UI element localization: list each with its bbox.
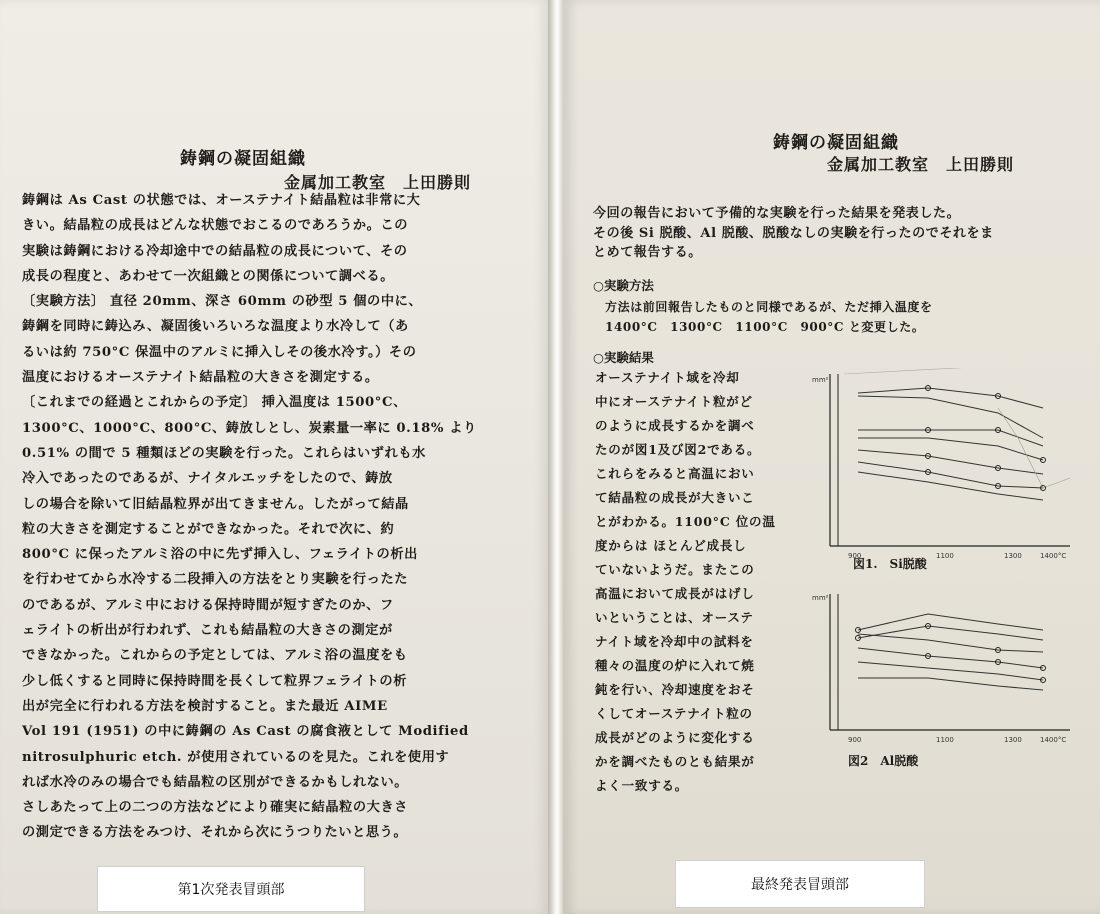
right-caption: 最終発表冒頭部 — [675, 860, 925, 908]
right-page-author: 金属加工教室 上田勝則 — [827, 155, 1015, 174]
text-line: いということは、オーステ — [595, 610, 754, 625]
text-line: 度からは ほとんど成長し — [595, 538, 747, 553]
text-line: 鈍を行い、冷却速度をおそ — [595, 682, 755, 697]
text-line: 高温において成長がはげし — [595, 586, 755, 601]
figure-2-caption: 図2 Al脱酸 — [848, 754, 919, 768]
text-line: 成長の程度と、あわせて一次組織との関係について調べる。 — [22, 268, 394, 284]
text-line: その後 Si 脱酸、Al 脱酸、脱酸なしの実験を行ったのでそれをま — [593, 225, 994, 241]
text-line: とめて報告する。 — [593, 245, 702, 260]
fig1-xtick: 1400°C — [1040, 552, 1067, 560]
text-line: 〔実験方法〕 直径 20mm、深さ 60mm の砂型 5 個の中に、 — [22, 294, 423, 310]
figure-1-caption: 図1. Si脱酸 — [853, 557, 927, 571]
result-text — [595, 366, 776, 798]
fig2-xtick: 1300 — [1004, 736, 1022, 744]
text-line: 冷入であったのであるが、ナイタルエッチをしたので、鋳放 — [22, 471, 393, 487]
text-line: よく一致する。 — [595, 778, 689, 793]
text-line: 800°C に保ったアルミ浴の中に先ず挿入し、フェライトの析出 — [22, 547, 418, 563]
text-line: 鋳鋼は As Cast の状態では、オーステナイト結晶粒は非常に大 — [22, 193, 421, 208]
text-line: 実験は鋳鋼における冷却途中での結晶粒の成長について、その — [22, 243, 408, 259]
text-line: のように成長するかを調べ — [595, 418, 755, 433]
text-line: 種々の温度の炉に入れて焼 — [595, 658, 755, 673]
figure-1-sketch — [808, 368, 1078, 564]
text-line: 温度におけるオーステナイト結晶粒の大きさを測定する。 — [22, 370, 379, 386]
result-heading: ○実験結果 — [593, 350, 654, 365]
right-page-title: 鋳鋼の凝固組織 — [773, 133, 899, 153]
left-page-title: 鋳鋼の凝固組織 — [180, 149, 306, 169]
text-line: 成長がどのように変化する — [595, 730, 755, 745]
text-line: を行わせてから水冷する二段挿入の方法をとり実験を行ったた — [22, 572, 409, 588]
text-line: のであるが、アルミ中における保持時間が短すぎたのか、フ — [22, 597, 394, 613]
text-line: Vol 191 (1951) の中に鋳鋼の As Cast の腐食液として Modified — [22, 724, 469, 740]
text-line: かを調べたものとも結果が — [595, 754, 755, 769]
text-line: できなかった。これからの予定としては、アルミ浴の温度をも — [22, 648, 408, 664]
text-line: て結晶粒の成長が大きいこ — [595, 490, 755, 505]
text-line: きい。結晶粒の成長はどんな状態でおこるのであろうか。この — [22, 218, 409, 234]
left-notebook-page — [0, 0, 548, 914]
text-line: これらをみると高温におい — [595, 466, 755, 481]
text-line: 〔これまでの経過とこれからの予定〕 挿入温度は 1500°C、 — [22, 395, 407, 411]
text-line: 1300°C、1000°C、800°C、鋳放しとし、炭素量一率に 0.18% より — [22, 420, 477, 436]
right-page-intro — [593, 204, 994, 263]
text-line: 出が完全に行われる方法を検討すること。また最近 AIME — [22, 698, 388, 714]
fig2-xtick: 1100 — [936, 736, 954, 744]
text-line: 鋳鋼を同時に鋳込み、凝固後いろいろな温度より水冷して（あ — [22, 319, 409, 335]
text-line: さしあたって上の二つの方法などにより確実に結晶粒の大きさ — [22, 800, 409, 816]
text-line: るいは約 750°C 保温中のアルミに挿入しその後水冷す。）その — [22, 344, 417, 360]
fig1-xtick: 900 — [848, 552, 862, 560]
text-line: 1400°C 1300°C 1100°C 900°C と変更した。 — [605, 319, 925, 334]
fig1-xtick: 1100 — [936, 552, 954, 560]
fig2-unit: mm² — [812, 594, 829, 602]
right-notebook-page — [563, 0, 1100, 914]
text-line: の測定できる方法をみつけ、それから次にうつりたいと思う。 — [22, 825, 408, 841]
text-line: 中にオーステナイト粒がど — [595, 394, 753, 409]
left-page-author: 金属加工教室 上田勝則 — [284, 173, 472, 192]
fig2-xtick: 900 — [848, 736, 862, 744]
text-line: 方法は前回報告したものと同様であるが、ただ挿入温度を — [605, 300, 933, 314]
book-spine — [548, 0, 563, 914]
text-line: しの場合を除いて旧結晶粒界が出てきません。したがって結晶 — [22, 496, 409, 512]
fig1-xtick: 1300 — [1004, 552, 1022, 560]
text-line: 粒の大きさを測定することができなかった。それで次に、約 — [22, 521, 395, 537]
text-line: ナイト域を冷却中の試料を — [595, 634, 754, 649]
left-caption: 第1次発表冒頭部 — [97, 866, 365, 912]
text-line: ていないようだ。またこの — [595, 562, 755, 577]
method-text — [605, 298, 933, 337]
text-line: とがわかる。1100°C 位の温 — [595, 514, 776, 529]
text-line: nitrosulphuric etch. が使用されているのを見た。これを使用す — [22, 749, 450, 765]
left-page-body — [22, 188, 477, 846]
text-line: オーステナイト域を冷却 — [595, 370, 740, 385]
text-line: ェライトの析出が行われず、これも結晶粒の大きさの測定が — [22, 623, 393, 639]
text-line: くしてオーステナイト粒の — [595, 706, 753, 721]
fig1-unit: mm² — [812, 376, 829, 384]
figure-2-sketch — [808, 590, 1078, 750]
text-line: たのが図1及び図2である。 — [595, 442, 761, 457]
method-heading: ○実験方法 — [593, 278, 654, 293]
text-line: れば水冷のみの場合でも結晶粒の区別ができるかもしれない。 — [22, 774, 409, 790]
text-line: 少し低くすると同時に保持時間を長くして粒界フェライトの析 — [22, 673, 407, 689]
text-line: 今回の報告において予備的な実験を行った結果を発表した。 — [593, 206, 961, 221]
fig2-xtick: 1400°C — [1040, 736, 1067, 744]
text-line: 0.51% の間で 5 種類ほどの実験を行った。これらはいずれも水 — [22, 445, 426, 461]
